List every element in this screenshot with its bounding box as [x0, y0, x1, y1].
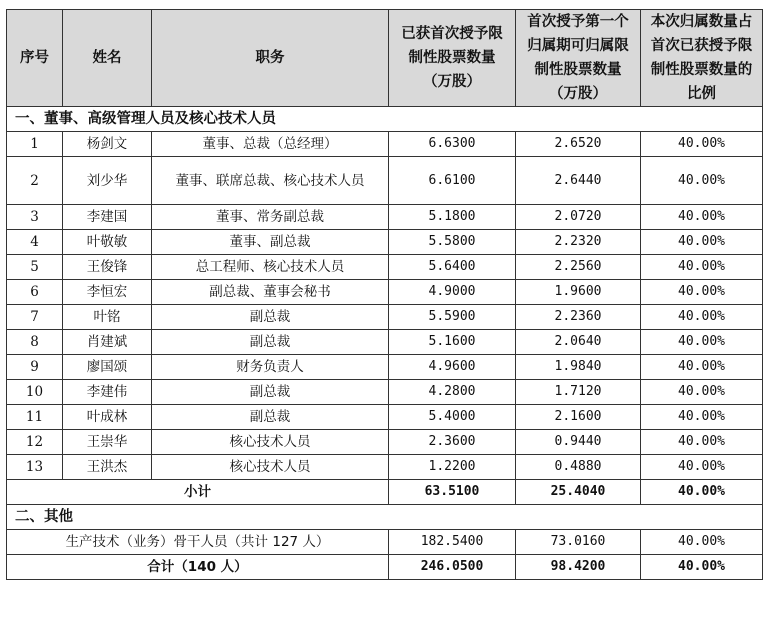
- position-cell: 副总裁: [152, 305, 389, 330]
- name-cell: 李恒宏: [63, 280, 152, 305]
- ratio-cell: 40.00%: [641, 355, 763, 380]
- subtotal-label: 小计: [7, 480, 389, 505]
- position-cell: 董事、常务副总裁: [152, 205, 389, 230]
- name-cell: 叶成林: [63, 405, 152, 430]
- grant-table: [6, 9, 763, 580]
- first-period-cell: 1.9840: [516, 355, 641, 380]
- position-cell: 副总裁、董事会秘书: [152, 280, 389, 305]
- granted-cell: 6.6300: [389, 132, 516, 157]
- first-period-cell: 2.2560: [516, 255, 641, 280]
- header-row: [7, 10, 763, 107]
- position-cell: 董事、总裁（总经理）: [152, 132, 389, 157]
- subtotal-ratio: 40.00%: [641, 480, 763, 505]
- seq-cell: 4: [7, 230, 63, 255]
- table-row: [7, 132, 763, 157]
- first-period-cell: 2.0640: [516, 330, 641, 355]
- ratio-cell: 40.00%: [641, 280, 763, 305]
- header-first-period: 首次授予第一个归属期可归属限制性股票数量（万股）: [516, 10, 641, 107]
- position-cell: 财务负责人: [152, 355, 389, 380]
- first-period-cell: 2.2320: [516, 230, 641, 255]
- header-position: 职务: [152, 10, 389, 107]
- others-row: [7, 530, 763, 555]
- table-row: [7, 230, 763, 255]
- subtotal-row: [7, 480, 763, 505]
- first-period-cell: 2.2360: [516, 305, 641, 330]
- granted-cell: 5.1600: [389, 330, 516, 355]
- position-cell: 核心技术人员: [152, 430, 389, 455]
- header-ratio: 本次归属数量占首次已获授予限制性股票数量的比例: [641, 10, 763, 107]
- others-first-period: 73.0160: [516, 530, 641, 555]
- table-row: [7, 455, 763, 480]
- table-row: [7, 355, 763, 380]
- ratio-cell: 40.00%: [641, 430, 763, 455]
- table-row: [7, 157, 763, 205]
- first-period-cell: 2.6440: [516, 157, 641, 205]
- ratio-cell: 40.00%: [641, 230, 763, 255]
- seq-cell: 2: [7, 157, 63, 205]
- ratio-cell: 40.00%: [641, 157, 763, 205]
- seq-cell: 8: [7, 330, 63, 355]
- granted-cell: 4.2800: [389, 380, 516, 405]
- others-ratio: 40.00%: [641, 530, 763, 555]
- position-cell: 核心技术人员: [152, 455, 389, 480]
- position-cell: 副总裁: [152, 330, 389, 355]
- name-cell: 李建伟: [63, 380, 152, 405]
- ratio-cell: 40.00%: [641, 455, 763, 480]
- granted-cell: 1.2200: [389, 455, 516, 480]
- ratio-cell: 40.00%: [641, 330, 763, 355]
- granted-cell: 5.6400: [389, 255, 516, 280]
- seq-cell: 9: [7, 355, 63, 380]
- ratio-cell: 40.00%: [641, 205, 763, 230]
- ratio-cell: 40.00%: [641, 132, 763, 157]
- name-cell: 廖国颂: [63, 355, 152, 380]
- table-row: [7, 280, 763, 305]
- seq-cell: 7: [7, 305, 63, 330]
- table-row: [7, 405, 763, 430]
- name-cell: 王俊锋: [63, 255, 152, 280]
- ratio-cell: 40.00%: [641, 405, 763, 430]
- granted-cell: 5.4000: [389, 405, 516, 430]
- name-cell: 王崇华: [63, 430, 152, 455]
- section2-title: 二、其他: [7, 505, 763, 530]
- seq-cell: 10: [7, 380, 63, 405]
- position-cell: 副总裁: [152, 405, 389, 430]
- first-period-cell: 2.6520: [516, 132, 641, 157]
- position-cell: 总工程师、核心技术人员: [152, 255, 389, 280]
- header-seq: 序号: [7, 10, 63, 107]
- total-row: [7, 555, 763, 580]
- others-granted: 182.5400: [389, 530, 516, 555]
- granted-cell: 5.1800: [389, 205, 516, 230]
- section-header: [7, 505, 763, 530]
- seq-cell: 1: [7, 132, 63, 157]
- seq-cell: 11: [7, 405, 63, 430]
- seq-cell: 6: [7, 280, 63, 305]
- granted-cell: 5.5800: [389, 230, 516, 255]
- table-row: [7, 205, 763, 230]
- granted-cell: 2.3600: [389, 430, 516, 455]
- total-ratio: 40.00%: [641, 555, 763, 580]
- table-row: [7, 330, 763, 355]
- section-header: [7, 107, 763, 132]
- name-cell: 叶铭: [63, 305, 152, 330]
- seq-cell: 3: [7, 205, 63, 230]
- ratio-cell: 40.00%: [641, 305, 763, 330]
- name-cell: 李建国: [63, 205, 152, 230]
- granted-cell: 5.5900: [389, 305, 516, 330]
- table-row: [7, 305, 763, 330]
- granted-cell: 4.9000: [389, 280, 516, 305]
- total-granted: 246.0500: [389, 555, 516, 580]
- first-period-cell: 0.9440: [516, 430, 641, 455]
- total-label: 合计（140 人）: [7, 555, 389, 580]
- table-row: [7, 255, 763, 280]
- first-period-cell: 1.9600: [516, 280, 641, 305]
- header-name: 姓名: [63, 10, 152, 107]
- position-cell: 董事、联席总裁、核心技术人员: [152, 157, 389, 205]
- others-label: 生产技术（业务）骨干人员（共计 127 人）: [7, 530, 389, 555]
- name-cell: 刘少华: [63, 157, 152, 205]
- name-cell: 杨剑文: [63, 132, 152, 157]
- name-cell: 肖建斌: [63, 330, 152, 355]
- position-cell: 副总裁: [152, 380, 389, 405]
- position-cell: 董事、副总裁: [152, 230, 389, 255]
- ratio-cell: 40.00%: [641, 380, 763, 405]
- table-row: [7, 380, 763, 405]
- granted-cell: 4.9600: [389, 355, 516, 380]
- ratio-cell: 40.00%: [641, 255, 763, 280]
- first-period-cell: 1.7120: [516, 380, 641, 405]
- name-cell: 叶敬敏: [63, 230, 152, 255]
- table-row: [7, 430, 763, 455]
- total-first-period: 98.4200: [516, 555, 641, 580]
- first-period-cell: 2.1600: [516, 405, 641, 430]
- seq-cell: 5: [7, 255, 63, 280]
- header-granted: 已获首次授予限制性股票数量（万股）: [389, 10, 516, 107]
- seq-cell: 13: [7, 455, 63, 480]
- name-cell: 王洪杰: [63, 455, 152, 480]
- subtotal-granted: 63.5100: [389, 480, 516, 505]
- section1-title: 一、董事、高级管理人员及核心技术人员: [7, 107, 763, 132]
- first-period-cell: 0.4880: [516, 455, 641, 480]
- granted-cell: 6.6100: [389, 157, 516, 205]
- subtotal-first-period: 25.4040: [516, 480, 641, 505]
- first-period-cell: 2.0720: [516, 205, 641, 230]
- seq-cell: 12: [7, 430, 63, 455]
